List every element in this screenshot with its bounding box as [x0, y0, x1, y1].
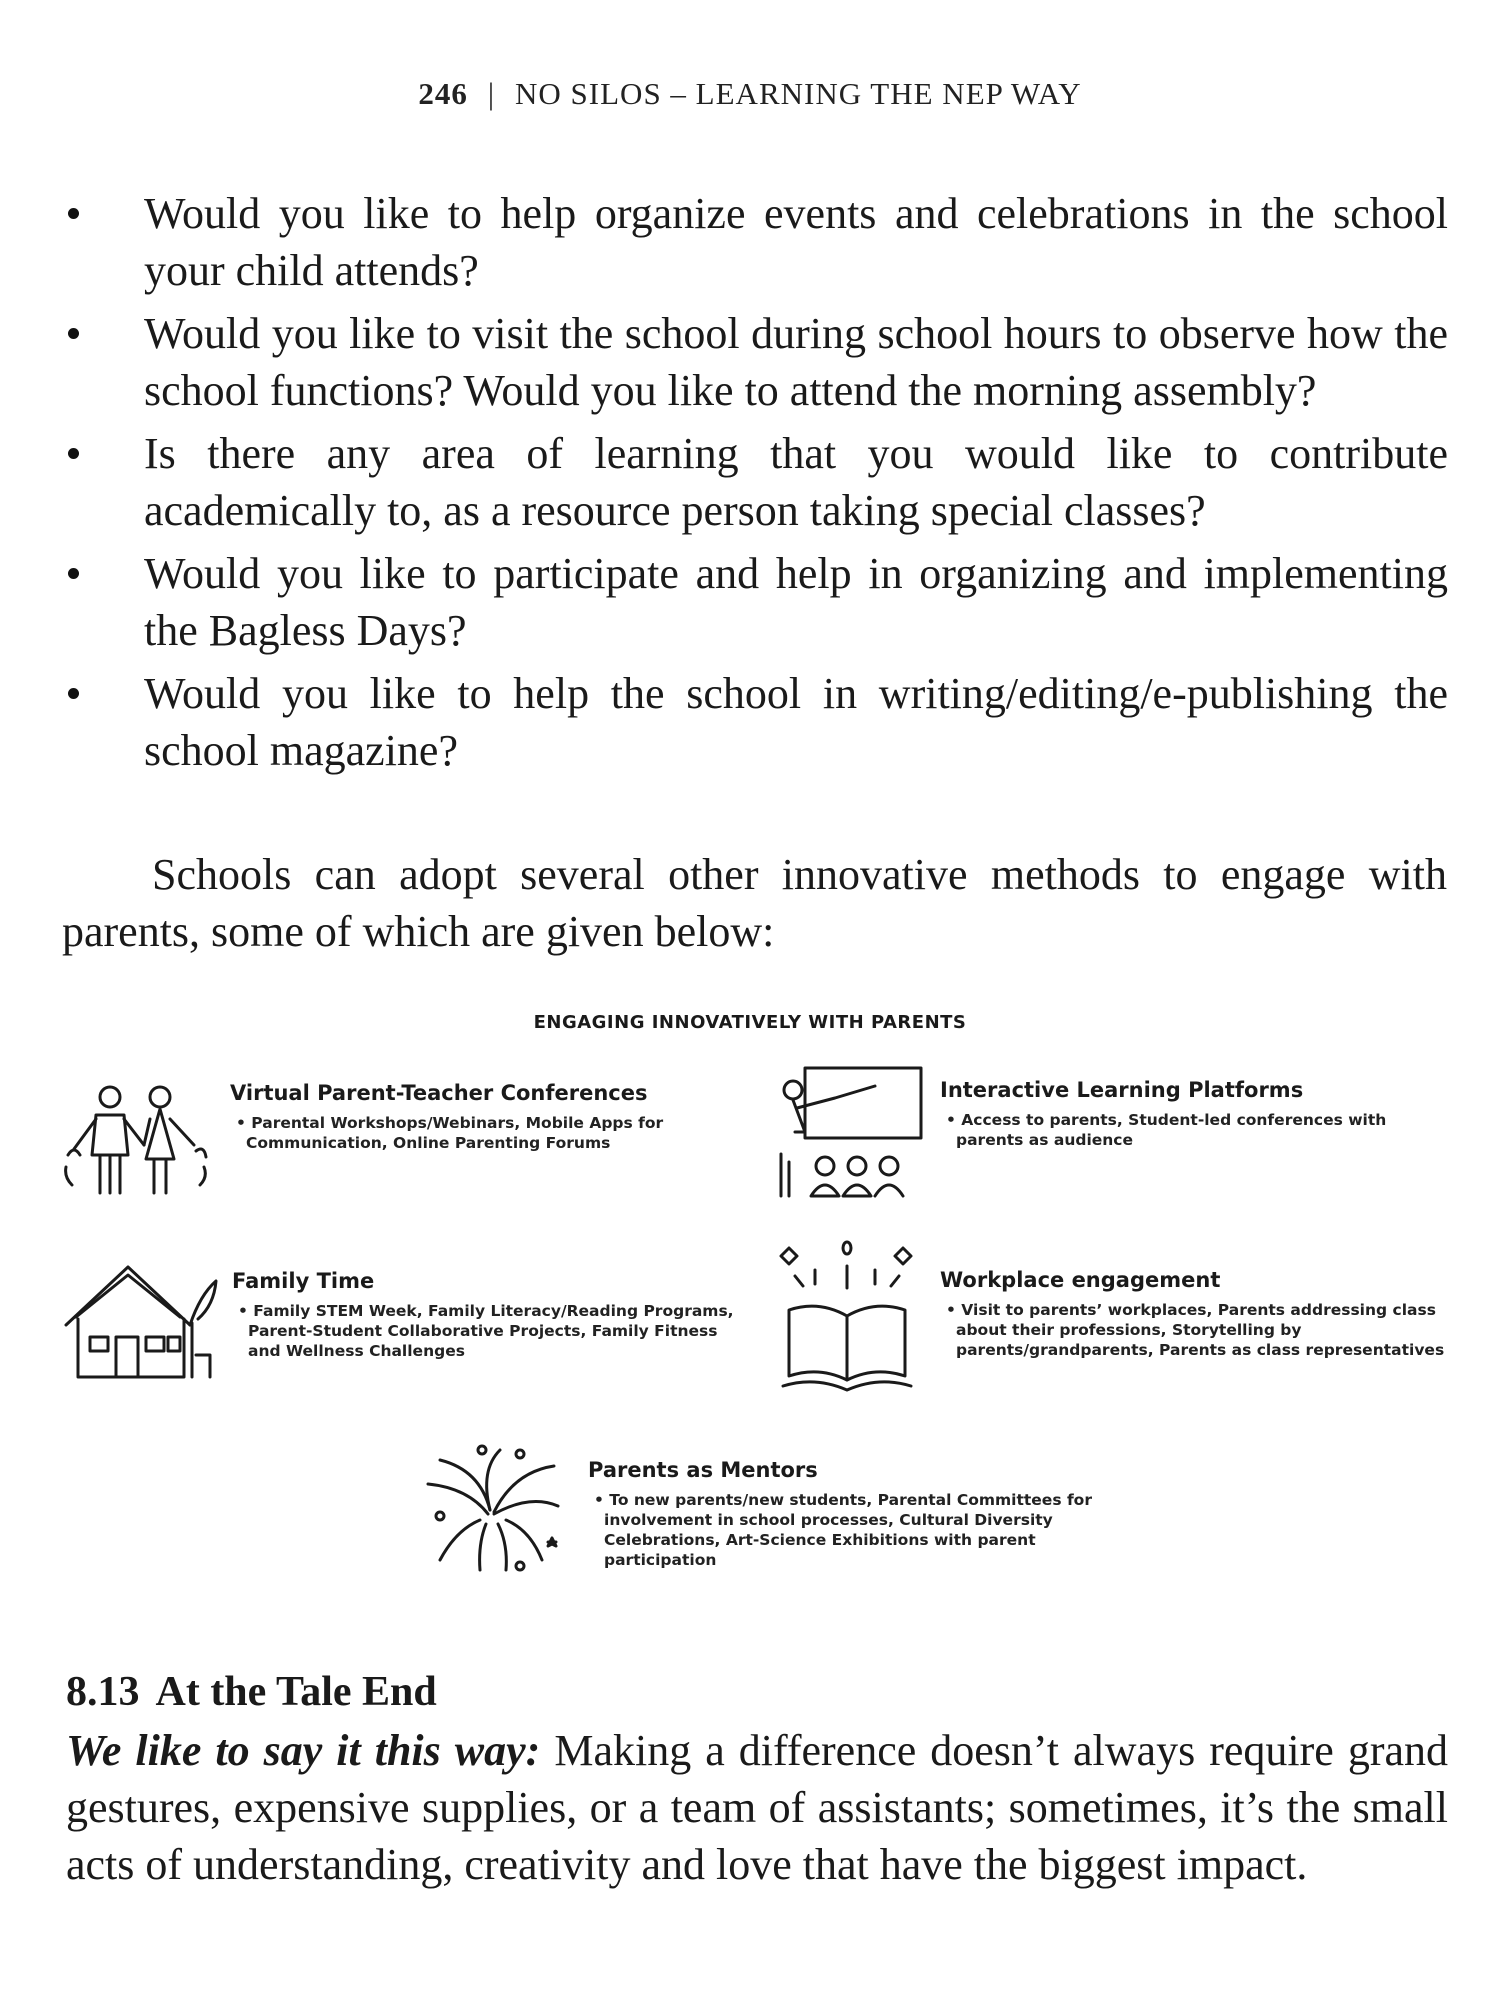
- book-title: NO SILOS – LEARNING THE NEP WAY: [515, 76, 1082, 111]
- section-heading: [66, 1668, 437, 1716]
- parents-icon: [60, 1075, 220, 1200]
- intro-paragraph: Schools can adopt several other innovative methods to engage with parents, some of which are given below:: [62, 850, 1447, 956]
- list-item-text: Would you like to visit the school during school hours to observe how the school functions? Would you like to attend the morning assembly?: [144, 309, 1448, 415]
- house-icon: [60, 1255, 220, 1385]
- list-item: [58, 425, 1448, 539]
- closing-text: Making a difference doesn’t always require grand gestures, expensive supplies, or a team of assistants; sometimes, it’s the small acts of understanding, creativity and love that have the biggest impact.: [66, 1726, 1448, 1889]
- list-item-text: Would you like to participate and help in organizing and implementing the Bagless Days?: [144, 549, 1448, 655]
- list-item: [58, 185, 1448, 299]
- bullet-icon: [68, 568, 79, 579]
- fireworks-icon: [420, 1440, 570, 1580]
- card-heading: Family Time: [232, 1269, 375, 1293]
- lead-phrase: We like to say it this way:: [66, 1726, 541, 1775]
- open-book-icon: [775, 1240, 925, 1395]
- card-heading: Interactive Learning Platforms: [940, 1078, 1304, 1102]
- page-number: 246: [418, 76, 468, 111]
- section-title: At the Tale End: [155, 1669, 437, 1715]
- bullet-icon: [68, 448, 79, 459]
- list-item: [58, 665, 1448, 779]
- running-header: [0, 76, 1500, 112]
- card-virtual-conferences: [60, 1075, 740, 1205]
- card-body: • Parental Workshops/Webinars, Mobile Apps for Communication, Online Parenting Forums: [236, 1114, 664, 1152]
- infographic-title: ENGAGING INNOVATIVELY WITH PARENTS: [533, 1012, 967, 1033]
- section-number: 8.13: [66, 1669, 140, 1715]
- bullet-icon: [68, 328, 79, 339]
- card-body: • To new parents/new students, Parental Committees for involvement in school processes, Cultural Diversity Celebrations, Art-Science Exhibitions with parent participation: [594, 1491, 1092, 1569]
- card-workplace-engagement: [775, 1240, 1465, 1400]
- card-family-time: [60, 1255, 750, 1395]
- card-heading: Parents as Mentors: [588, 1458, 818, 1482]
- card-heading: Virtual Parent-Teacher Conferences: [230, 1081, 648, 1105]
- list-item: [58, 305, 1448, 419]
- closing-paragraph: [66, 1722, 1448, 1893]
- card-heading: Workplace engagement: [940, 1268, 1221, 1292]
- bullet-icon: [68, 208, 79, 219]
- question-list: [58, 185, 1448, 785]
- card-interactive-platforms: [775, 1062, 1455, 1202]
- list-item-text: Is there any area of learning that you would like to contribute academically to, as a resource person taking special classes?: [144, 429, 1448, 535]
- classroom-board-icon: [775, 1062, 925, 1202]
- card-body: • Family STEM Week, Family Literacy/Reading Programs, Parent-Student Collaborative Projects, Family Fitness and Wellness Challenges: [238, 1302, 734, 1360]
- list-item-text: Would you like to help organize events and celebrations in the school your child attends?: [144, 189, 1448, 295]
- bullet-icon: [68, 688, 79, 699]
- card-body: • Access to parents, Student-led conferences with parents as audience: [946, 1111, 1387, 1149]
- card-body: • Visit to parents’ workplaces, Parents addressing class about their professions, Storytelling by parents/grandparents, Parents as class representatives: [946, 1301, 1445, 1359]
- card-parents-mentors: [420, 1440, 1110, 1585]
- header-separator: |: [487, 76, 496, 111]
- list-item: [58, 545, 1448, 659]
- list-item-text: Would you like to help the school in writing/editing/e-publishing the school magazine?: [144, 669, 1448, 775]
